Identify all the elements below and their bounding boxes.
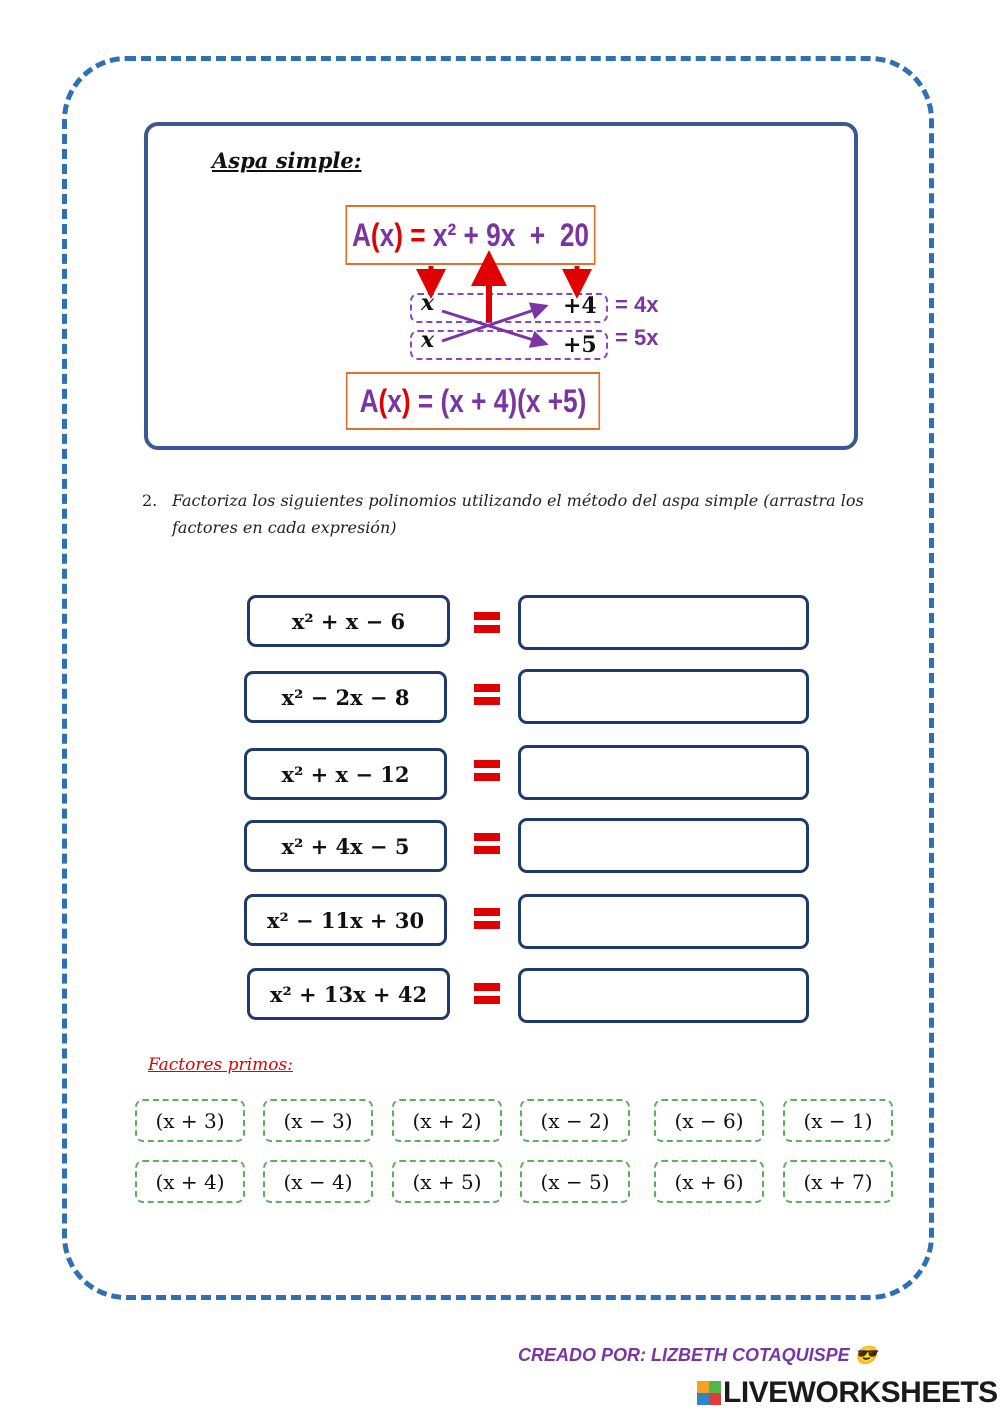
- factor-tile[interactable]: (x − 5): [520, 1160, 630, 1203]
- polynomial-5: x² − 11x + 30: [244, 894, 447, 946]
- factor-tile[interactable]: (x − 1): [783, 1099, 893, 1142]
- answer-dropzone-3[interactable]: [518, 745, 809, 800]
- brand-name: LIVEWORKSHEETS: [723, 1376, 998, 1409]
- author-credit: CREADO POR: LIZBETH COTAQUISPE 😎: [518, 1345, 878, 1365]
- polynomial-1: x² + x − 6: [247, 595, 450, 647]
- polynomial-3: x² + x − 12: [244, 748, 447, 800]
- answer-dropzone-4[interactable]: [518, 818, 809, 873]
- instruction-text: Factoriza los siguientes polinomios utilizando el método del aspa simple (arrastra los factores en cada expresión): [172, 491, 864, 537]
- equals-sign: [474, 833, 500, 855]
- answer-dropzone-5[interactable]: [518, 894, 809, 949]
- cross-arrow-2: [442, 307, 543, 341]
- aspa-row-2-cross: = 5x: [615, 325, 659, 350]
- factor-tile[interactable]: (x + 6): [654, 1160, 764, 1203]
- equals-sign: [474, 684, 500, 706]
- factor-tile[interactable]: (x − 6): [654, 1099, 764, 1142]
- factor-tile[interactable]: (x + 2): [392, 1099, 502, 1142]
- factor-tile[interactable]: (x − 4): [263, 1160, 373, 1203]
- cross-arrow-1: [442, 311, 543, 343]
- example-result: A ( x ) = (x + 4)(x +5): [346, 372, 600, 430]
- example-formula: A ( x ) = x² + 9x + 20: [345, 205, 595, 265]
- aspa-row-1-right: +4: [563, 293, 597, 319]
- answer-dropzone-2[interactable]: [518, 669, 809, 724]
- aspa-row-1-cross: = 4x: [615, 292, 659, 317]
- polynomial-6: x² + 13x + 42: [247, 968, 450, 1020]
- answer-dropzone-1[interactable]: [518, 595, 809, 650]
- factor-tile[interactable]: (x − 2): [520, 1099, 630, 1142]
- factor-tile[interactable]: (x + 4): [135, 1160, 245, 1203]
- aspa-row-2-left: x: [421, 327, 435, 353]
- factors-title: Factores primos:: [148, 1055, 293, 1075]
- instruction-number: 2.: [142, 491, 158, 510]
- polynomial-4: x² + 4x − 5: [244, 820, 447, 872]
- aspa-row-2-right: +5: [563, 332, 597, 358]
- aspa-row-1-left: x: [421, 290, 435, 316]
- factor-tile[interactable]: (x − 3): [263, 1099, 373, 1142]
- factor-tile[interactable]: (x + 5): [392, 1160, 502, 1203]
- factor-tile[interactable]: (x + 7): [783, 1160, 893, 1203]
- equals-sign: [474, 612, 500, 634]
- equals-sign: [474, 983, 500, 1005]
- polynomial-2: x² − 2x − 8: [244, 671, 447, 723]
- liveworksheets-brand[interactable]: [697, 1376, 998, 1410]
- answer-dropzone-6[interactable]: [518, 968, 809, 1023]
- equals-sign: [474, 908, 500, 930]
- liveworksheets-logo-icon: [697, 1381, 721, 1405]
- factor-tile[interactable]: (x + 3): [135, 1099, 245, 1142]
- equals-sign: [474, 760, 500, 782]
- example-title: Aspa simple:: [212, 148, 362, 173]
